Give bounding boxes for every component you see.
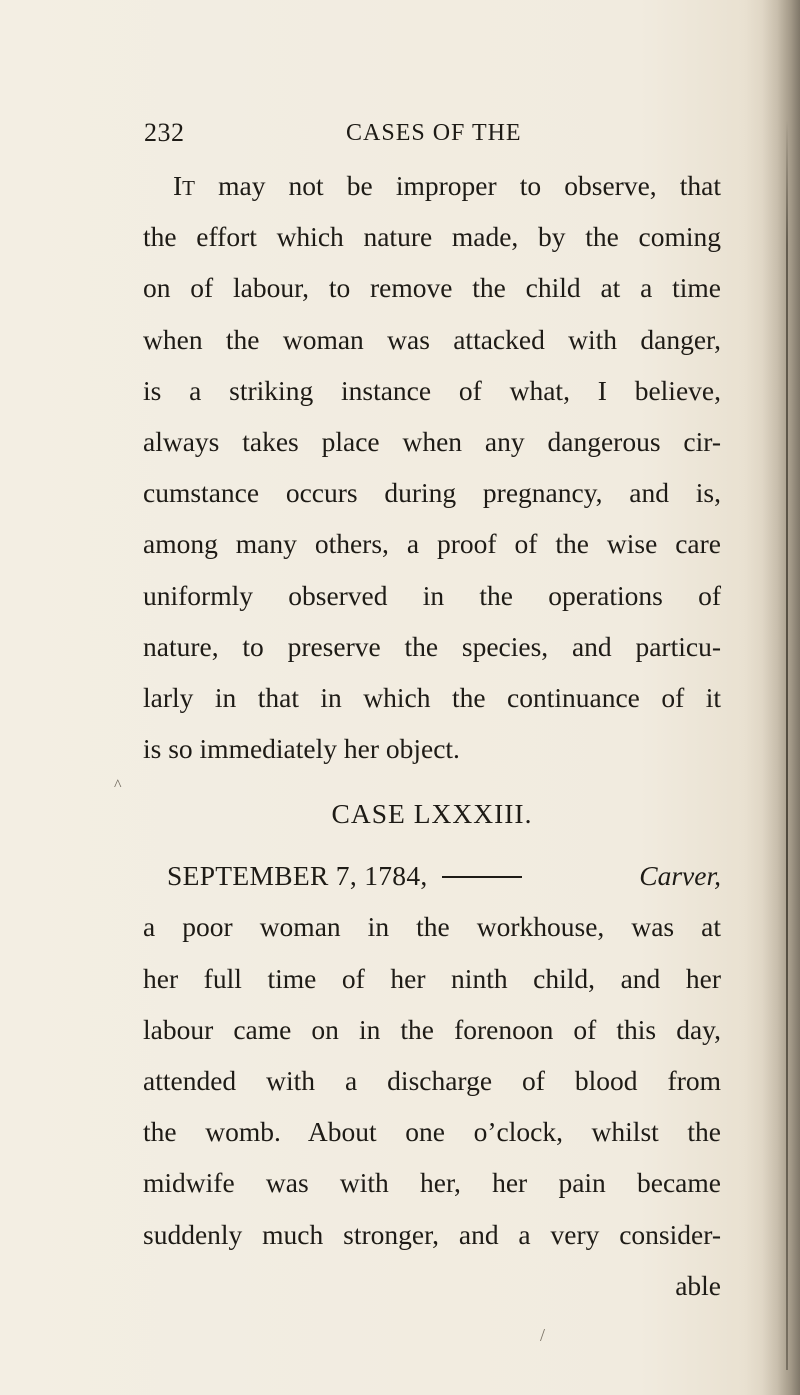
paragraph-1-line: when the woman was attacked with danger, <box>143 323 721 355</box>
em-dash-rule <box>442 876 522 878</box>
stray-mark: / <box>540 1325 546 1345</box>
page-edge-line <box>786 120 788 1370</box>
running-title: CASES OF THE <box>346 120 522 146</box>
paragraph-1-line: on of labour, to remove the child at a time <box>143 272 721 304</box>
marginal-mark: ^ <box>114 777 122 794</box>
paragraph-2-line: the womb. About one o’clock, whilst the <box>143 1116 721 1148</box>
paragraph-2-line: attended with a discharge of blood from <box>143 1065 721 1096</box>
paragraph-2-line: her full time of her ninth child, and her <box>143 962 721 994</box>
paragraph-1-line: the effort which nature made, by the coming <box>143 221 721 253</box>
paragraph-1-line: among many others, a proof of the wise care <box>143 528 721 560</box>
case-date: SEPTEMBER 7, 1784, <box>167 859 428 891</box>
paragraph-1-line-1 <box>143 160 721 211</box>
paragraph-1-line: cumstance occurs during pregnancy, and is, <box>143 477 721 509</box>
page-number: 232 <box>144 118 185 147</box>
case-date-line <box>143 850 721 901</box>
patient-name: Carver, <box>639 859 721 891</box>
line1-rest: may not be improper to observe, that <box>195 170 721 201</box>
paragraph-1-line: is a striking instance of what, I believe, <box>143 374 721 406</box>
case-heading: CASE LXXXIII. <box>331 798 533 830</box>
paragraph-1-line: always takes place when any dangerous cir- <box>143 425 721 457</box>
paragraph-1-line: nature, to preserve the species, and particu- <box>143 630 721 662</box>
page-edge-shadow <box>762 0 800 1395</box>
lead-first-letter: I <box>173 170 183 201</box>
body-text <box>143 160 721 1311</box>
paragraph-1-line: uniformly observed in the operations of <box>143 579 721 611</box>
paragraph-2-line: a poor woman in the workhouse, was at <box>143 911 721 943</box>
catchword: able <box>675 1269 721 1301</box>
paragraph-2-line: labour came on in the forenoon of this day, <box>143 1013 721 1045</box>
paragraph-1-line: larly in that in which the continuance of it <box>143 681 721 713</box>
paragraph-1-last-line: is so immediately her object. <box>143 733 460 765</box>
running-head <box>144 118 724 158</box>
paragraph-2-line: midwife was with her, her pain became <box>143 1167 721 1199</box>
paragraph-2-line: suddenly much stronger, and a very consider- <box>143 1218 721 1250</box>
lead-smallcaps: T <box>182 176 195 200</box>
